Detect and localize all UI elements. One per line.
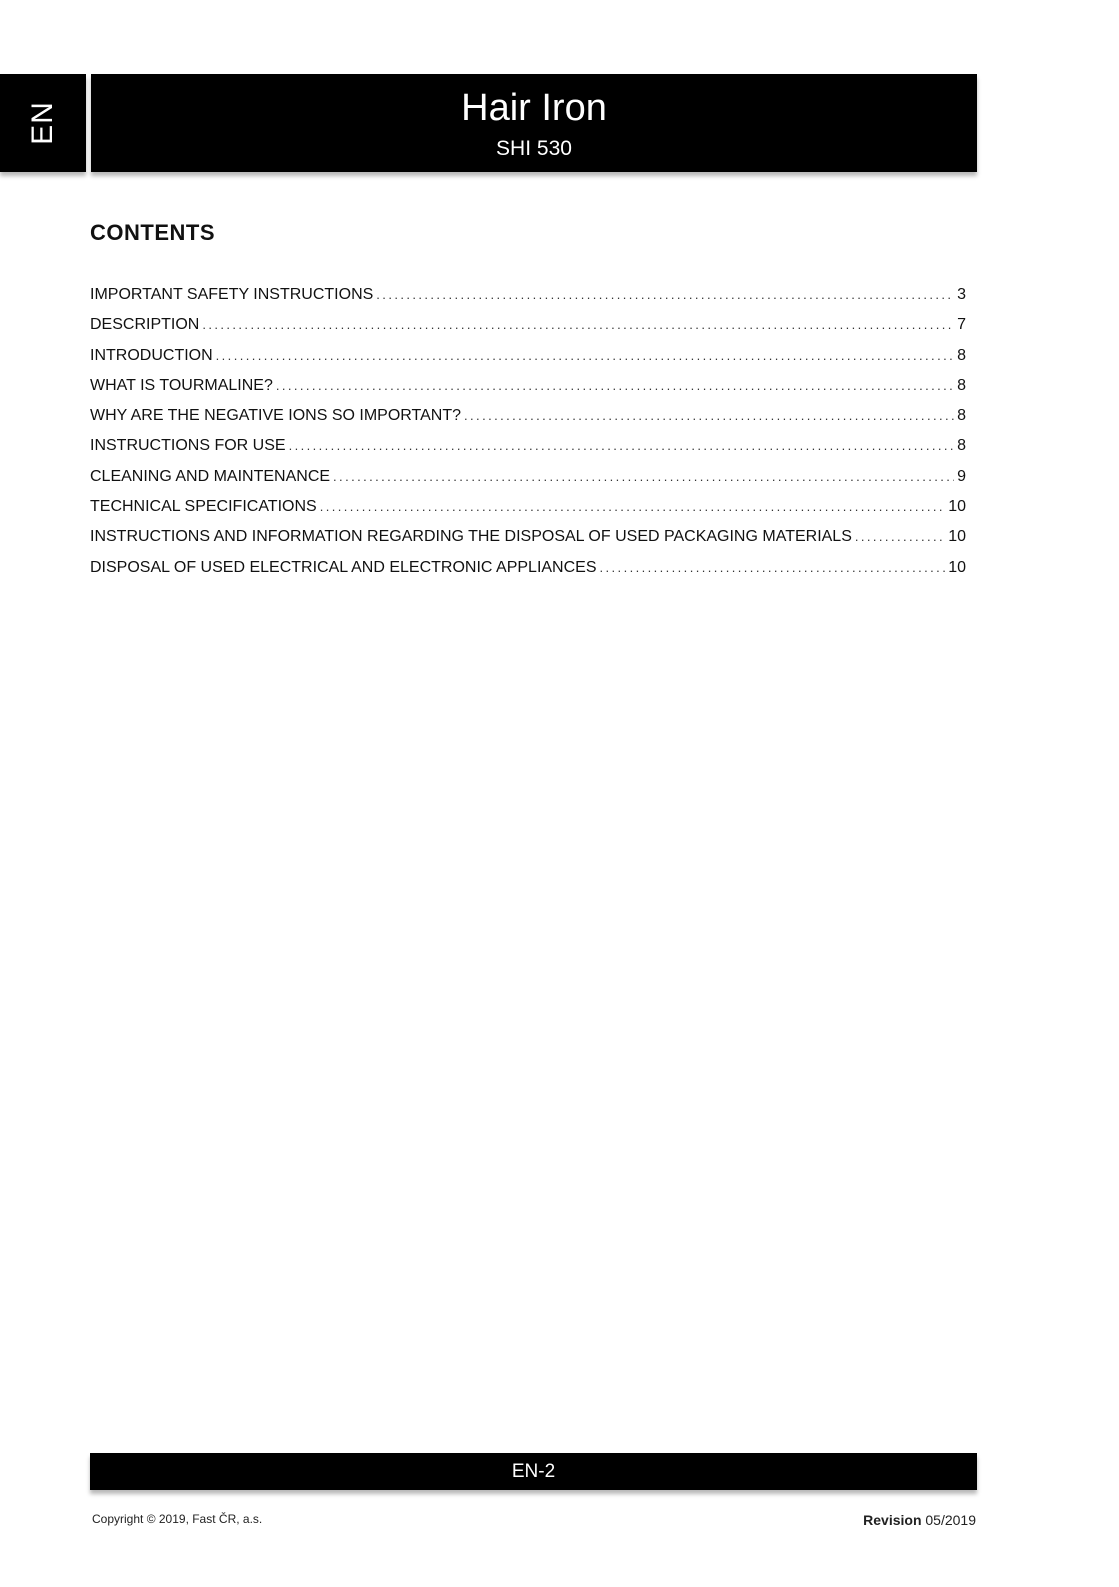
table-of-contents [90,283,966,586]
contents-heading: CONTENTS [90,220,215,245]
toc-entry-title: WHAT IS TOURMALINE? [90,376,273,394]
toc-entry-page: 8 [957,376,966,394]
toc-entry[interactable] [90,465,966,495]
product-model: SHI 530 [496,137,572,160]
toc-entry-title: INTRODUCTION [90,346,213,364]
revision-info [863,1512,976,1528]
toc-entry-title: DESCRIPTION [90,316,200,334]
toc-entry-title: WHY ARE THE NEGATIVE IONS SO IMPORTANT? [90,407,462,425]
toc-entry-page: 8 [957,437,966,455]
toc-entry-page: 10 [948,498,966,516]
language-tab-label: EN [26,101,59,145]
toc-dot-leader [464,404,954,428]
revision-value: 05/2019 [925,1512,976,1528]
toc-entry[interactable] [90,434,966,464]
toc-entry[interactable] [90,374,966,404]
toc-entry-title: CLEANING AND MAINTENANCE [90,467,331,485]
toc-entry-page: 8 [957,407,966,425]
toc-dot-leader [216,344,954,368]
copyright-notice: Copyright © 2019, Fast ČR, a.s. [92,1512,263,1526]
toc-dot-leader [333,465,954,489]
toc-entry-page: 9 [957,467,966,485]
toc-dot-leader [376,283,954,307]
toc-entry-title: DISPOSAL OF USED ELECTRICAL AND ELECTRONIC APPLIANCES [90,558,597,576]
toc-entry-page: 10 [948,528,966,546]
title-bar [91,74,977,172]
toc-entry[interactable] [90,344,966,374]
toc-dot-leader [289,434,955,458]
toc-entry-page: 10 [948,558,966,576]
toc-entry-title: TECHNICAL SPECIFICATIONS [90,498,317,516]
toc-entry[interactable] [90,404,966,434]
toc-entry-title: IMPORTANT SAFETY INSTRUCTIONS [90,286,374,303]
toc-entry-page: 7 [957,316,966,334]
footer-page-number: EN-2 [511,1461,556,1482]
toc-dot-leader [855,525,945,549]
toc-entry[interactable] [90,525,966,555]
footer-page-bar [90,1453,977,1490]
toc-entry-page: 3 [957,286,966,303]
toc-entry[interactable] [90,495,966,525]
toc-dot-leader [600,556,946,580]
toc-entry-page: 8 [957,346,966,364]
toc-dot-leader [202,313,954,337]
toc-entry-title: INSTRUCTIONS AND INFORMATION REGARDING THE DISPOSAL OF USED PACKAGING MATERIALS [90,528,852,546]
toc-entry[interactable] [90,283,966,313]
product-title: Hair Iron [461,87,607,129]
toc-entry[interactable] [90,313,966,343]
toc-entry-title: INSTRUCTIONS FOR USE [90,437,286,455]
toc-entry[interactable] [90,556,966,586]
toc-dot-leader [276,374,954,398]
revision-label: Revision [863,1512,922,1528]
toc-dot-leader [320,495,946,519]
language-tab [0,74,86,172]
